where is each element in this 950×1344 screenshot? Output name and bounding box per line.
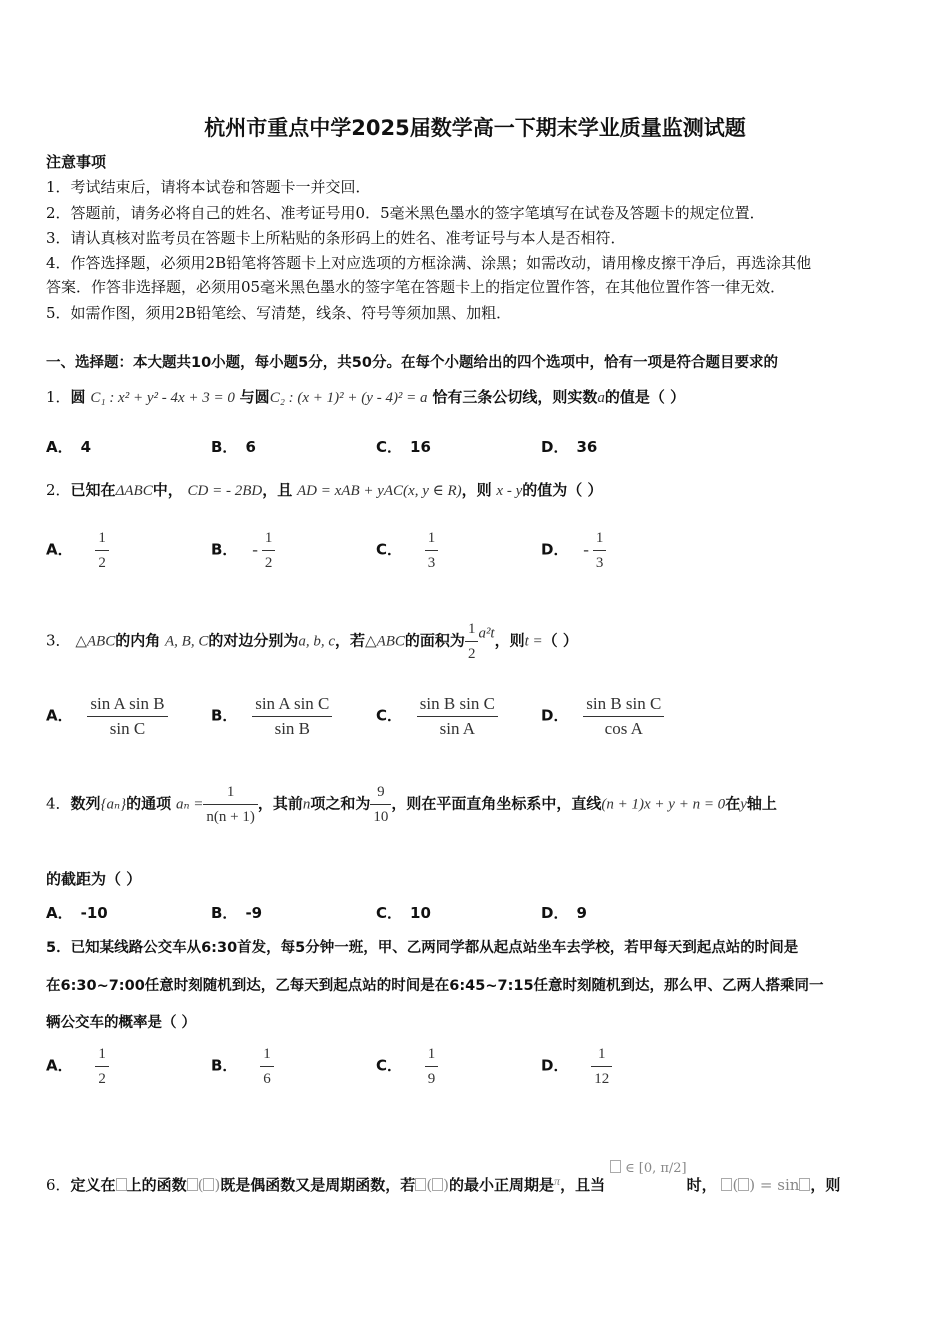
denominator: 3 xyxy=(595,555,604,571)
numerator: 1 xyxy=(425,1044,439,1067)
q3-text-1: 的内角 xyxy=(115,631,161,650)
q2-number: 2． xyxy=(46,481,71,499)
numerator: 9 xyxy=(370,782,391,805)
q3-text-2: 的对边分别为 xyxy=(208,631,299,650)
q2-vector-ad: AD = xAB + yAC(x, y ∈ R) xyxy=(297,483,462,499)
q4-option-a[interactable] xyxy=(46,902,108,923)
q2-triangle: ΔABC xyxy=(115,483,153,499)
q1-option-b[interactable] xyxy=(211,436,256,457)
denominator: 2 xyxy=(98,555,106,571)
option-fraction xyxy=(262,528,276,573)
q1-text-2: 与圆 xyxy=(239,388,270,406)
q4-text-1: 数列 xyxy=(70,794,101,813)
option-label: D． xyxy=(541,706,569,725)
q6-text-7: ，则 xyxy=(810,1176,841,1194)
option-value: 16 xyxy=(410,438,431,456)
denominator: cos A xyxy=(604,719,643,738)
q4-term-fraction xyxy=(203,782,257,827)
q1-number: 1． xyxy=(46,388,71,406)
q1-var-a: a xyxy=(597,390,605,406)
missing-glyph-icon xyxy=(799,1178,810,1191)
numerator: 1 xyxy=(203,782,257,805)
numerator: 1 xyxy=(95,528,109,551)
q4-option-d[interactable] xyxy=(541,902,587,923)
numerator: 1 xyxy=(260,1044,274,1067)
numerator: sin B sin C xyxy=(583,694,664,717)
notice-item-4: 4．作答选择题，必须用2B铅笔将答题卡上对应选项的方框涂满、涂黑；如需改动，请用橡皮擦干净后，再选涂其他 xyxy=(46,254,812,272)
minus-sign: - xyxy=(583,539,589,559)
q4-text-2: 的通项 xyxy=(126,794,172,813)
q3-text-5: ，则 xyxy=(494,631,525,650)
q6-text-1: 定义在 xyxy=(70,1176,116,1194)
question-4 xyxy=(46,782,777,827)
option-value: 36 xyxy=(576,438,598,456)
q6-text-5: ，且当 xyxy=(560,1176,606,1194)
numerator: sin B sin C xyxy=(417,694,498,717)
q4-number: 4． xyxy=(46,794,71,813)
option-fraction xyxy=(417,694,498,739)
q6-text-2: 上的函数 xyxy=(126,1176,187,1194)
q6-interval xyxy=(610,1160,687,1176)
denominator: 2 xyxy=(98,1071,106,1087)
missing-glyph-icon xyxy=(116,1178,127,1191)
option-fraction xyxy=(252,694,332,739)
q6-text-3: 既是偶函数又是周期函数，若 xyxy=(220,1176,416,1194)
q2-text-5: 的值为（ ） xyxy=(522,481,603,499)
q2-text-2: 中， xyxy=(152,481,183,499)
option-label: B． xyxy=(211,706,238,725)
page-title: 杭州市重点中学2025届数学高一下期末学业质量监测试题 xyxy=(204,116,746,140)
option-value: -9 xyxy=(245,904,263,922)
q6-number: 6． xyxy=(46,1176,71,1194)
q4-var-n: n xyxy=(302,796,311,813)
q4-text-4: 项之和为 xyxy=(310,794,371,813)
option-label: C． xyxy=(376,1056,403,1075)
q4-option-b[interactable] xyxy=(211,902,262,923)
q6-function-f: ( ) xyxy=(187,1176,221,1194)
option-label: A． xyxy=(46,438,73,456)
denominator: 3 xyxy=(427,555,436,571)
q2-text-3: ，且 xyxy=(262,481,293,499)
q2-option-b[interactable] xyxy=(211,528,275,573)
minus-sign: - xyxy=(252,539,258,559)
q1-option-c[interactable] xyxy=(376,436,431,457)
q4-general-term: aₙ = xyxy=(175,796,204,813)
option-label: C． xyxy=(376,540,403,559)
q2-expr: x - y xyxy=(496,483,523,499)
option-value: -10 xyxy=(80,904,108,922)
q2-text-1: 已知在 xyxy=(70,481,116,499)
q6-pi: π xyxy=(554,1174,561,1188)
option-label: A． xyxy=(46,706,73,725)
q2-option-c[interactable] xyxy=(376,528,438,573)
notice-item-5: 5．如需作图，须用2B铅笔绘、写清楚，线条、符号等须加黑、加粗． xyxy=(46,304,512,322)
option-value: 6 xyxy=(245,438,256,456)
q3-text-3: ，若 xyxy=(335,631,366,650)
q4-text-6: 在 xyxy=(725,794,741,813)
q6-sin-text: = sin xyxy=(759,1176,800,1194)
q1-circle-c2: C₂ : (x + 1)² + (y - 4)² = a xyxy=(269,390,428,406)
option-label: D． xyxy=(541,1056,569,1075)
numerator: 1 xyxy=(425,528,439,551)
section-heading: 一、选择题：本大题共10小题，每小题5分，共50分。在每个小题给出的四个选项中，恰有一项是符合题目要求的 xyxy=(46,355,778,371)
option-label: B． xyxy=(211,1056,238,1075)
question-5-line-3: 辆公交车的概率是（ ） xyxy=(46,1015,197,1031)
option-label: C． xyxy=(376,706,403,725)
notice-item-1: 1．考试结束后，请将本试卷和答题卡一并交回． xyxy=(46,178,371,196)
q3-text-4: 的面积为 xyxy=(404,631,465,650)
q2-text-4: ，则 xyxy=(461,481,492,499)
denominator: 10 xyxy=(373,809,389,825)
numerator: sin A sin B xyxy=(87,694,167,717)
option-fraction xyxy=(583,694,664,739)
option-label: A． xyxy=(46,1056,73,1075)
option-label: B． xyxy=(211,540,238,559)
numerator: 1 xyxy=(465,619,479,642)
question-5-line-1: 5．已知某线路公交车从6:30首发，每5分钟一班，甲、乙两同学都从起点站坐车去学校，若甲每天到起点站的时间是 xyxy=(46,940,799,956)
q6-interval-text: ∈ [0, π/2] xyxy=(625,1161,687,1176)
q3-option-d[interactable] xyxy=(541,694,664,739)
question-2 xyxy=(46,479,602,500)
denominator: 2 xyxy=(467,646,476,662)
missing-glyph-icon xyxy=(187,1178,198,1191)
option-fraction xyxy=(425,1044,439,1089)
q3-option-b[interactable] xyxy=(211,694,332,739)
q4-line-equation: (n + 1)x + y + n = 0 xyxy=(601,796,726,813)
q3-var-t: t = xyxy=(524,633,543,650)
q3-sides: a, b, c xyxy=(298,633,336,650)
q4-text-7: 轴上 xyxy=(746,794,777,813)
option-label: D． xyxy=(541,904,569,922)
question-1 xyxy=(46,386,685,407)
option-fraction xyxy=(425,528,439,573)
q1-option-d[interactable] xyxy=(541,436,597,457)
denominator: 6 xyxy=(263,1071,271,1087)
q4-text-5: ，则在平面直角坐标系中，直线 xyxy=(391,794,602,813)
option-value: 4 xyxy=(80,438,92,456)
option-fraction xyxy=(591,1044,612,1089)
q5-option-d[interactable] xyxy=(541,1044,612,1089)
option-value: 10 xyxy=(410,904,431,922)
denominator: 12 xyxy=(594,1071,610,1087)
notice-heading: 注意事项 xyxy=(46,153,107,171)
option-label: B． xyxy=(211,904,238,922)
q5-option-b[interactable] xyxy=(211,1044,274,1089)
denominator: sin A xyxy=(439,719,476,738)
q1-circle-c1: C₁ : x² + y² - 4x + 3 = 0 xyxy=(90,390,235,406)
q6-text-4: 的最小正周期是 xyxy=(449,1176,555,1194)
missing-glyph-icon xyxy=(203,1178,214,1191)
denominator: sin B xyxy=(274,719,311,738)
missing-glyph-icon xyxy=(432,1178,443,1191)
q3-angles: A, B, C xyxy=(165,633,209,650)
denominator: 9 xyxy=(427,1071,436,1087)
q4-option-c[interactable] xyxy=(376,902,431,923)
q4-var-y: y xyxy=(740,796,747,813)
option-label: D． xyxy=(541,438,569,456)
numerator: 1 xyxy=(591,1044,612,1067)
missing-glyph-icon xyxy=(721,1178,732,1191)
q3-number: 3． xyxy=(46,631,71,650)
option-label: B． xyxy=(211,438,238,456)
option-label: C． xyxy=(376,438,403,456)
q3-area-tail: a²t xyxy=(478,625,495,642)
option-fraction xyxy=(95,1044,109,1089)
option-fraction xyxy=(593,528,607,573)
q3-option-c[interactable] xyxy=(376,694,498,739)
missing-glyph-icon xyxy=(738,1178,749,1191)
q3-triangle: △ABC xyxy=(75,633,116,650)
q1-option-a[interactable] xyxy=(46,436,91,457)
q5-option-c[interactable] xyxy=(376,1044,438,1089)
q5-option-a[interactable] xyxy=(46,1044,109,1089)
q6-function-f-2: ( ) xyxy=(415,1176,449,1194)
q1-text-1: 圆 xyxy=(70,388,86,406)
q3-area-fraction xyxy=(465,619,479,664)
notice-item-3: 3．请认真核对监考员在答题卡上所粘贴的条形码上的姓名、准考证号与本人是否相符． xyxy=(46,229,626,247)
missing-glyph-icon xyxy=(415,1178,426,1191)
notice-item-4-cont: 答案．作答非选择题，必须用05毫米黑色墨水的签字笔在答题卡上的指定位置作答，在其他位置作答一律无效． xyxy=(46,278,786,296)
option-fraction xyxy=(87,694,167,739)
option-label: A． xyxy=(46,904,73,922)
missing-glyph-icon xyxy=(610,1160,621,1173)
q3-triangle-2: △ABC xyxy=(365,633,405,650)
option-fraction xyxy=(260,1044,274,1089)
numerator: 1 xyxy=(262,528,276,551)
option-label: A． xyxy=(46,540,73,559)
q4-sequence: {aₙ} xyxy=(100,796,127,813)
q4-text-3: ，其前 xyxy=(257,794,303,813)
q4-sum-fraction xyxy=(370,782,391,827)
denominator: sin C xyxy=(109,719,146,738)
q3-option-a[interactable] xyxy=(46,694,168,739)
option-fraction xyxy=(95,528,109,573)
denominator: 2 xyxy=(264,555,273,571)
option-label: C． xyxy=(376,904,403,922)
q1-text-4: 的值是（ ） xyxy=(604,388,686,406)
q6-sin-eq: ( ) = sin xyxy=(721,1176,810,1194)
question-5-line-2: 在6:30~7:00任意时刻随机到达，乙每天到起点站的时间是在6:45~7:15任意时刻随机到达，那么甲、乙两人搭乘同一 xyxy=(46,978,824,994)
denominator: n(n + 1) xyxy=(206,809,255,825)
q2-option-d[interactable] xyxy=(541,528,606,573)
option-value: 9 xyxy=(576,904,587,922)
question-3 xyxy=(46,619,578,664)
q2-option-a[interactable] xyxy=(46,528,109,573)
q6-text-6: 时， xyxy=(686,1176,717,1194)
q1-text-3: 恰有三条公切线，则实数 xyxy=(432,388,598,406)
notice-item-2: 2．答题前，请务必将自己的姓名、准考证号用0．5毫米黑色墨水的签字笔填写在试卷及答题卡的规定位置． xyxy=(46,204,765,222)
q3-text-6: （ ） xyxy=(542,631,578,650)
numerator: 1 xyxy=(593,528,607,551)
numerator: 1 xyxy=(95,1044,109,1067)
question-6 xyxy=(46,1160,840,1195)
option-label: D． xyxy=(541,540,569,559)
q4-continuation: 的截距为（ ） xyxy=(46,870,142,888)
numerator: sin A sin C xyxy=(252,694,332,717)
q2-vector-cd: CD = - 2BD xyxy=(187,483,263,499)
